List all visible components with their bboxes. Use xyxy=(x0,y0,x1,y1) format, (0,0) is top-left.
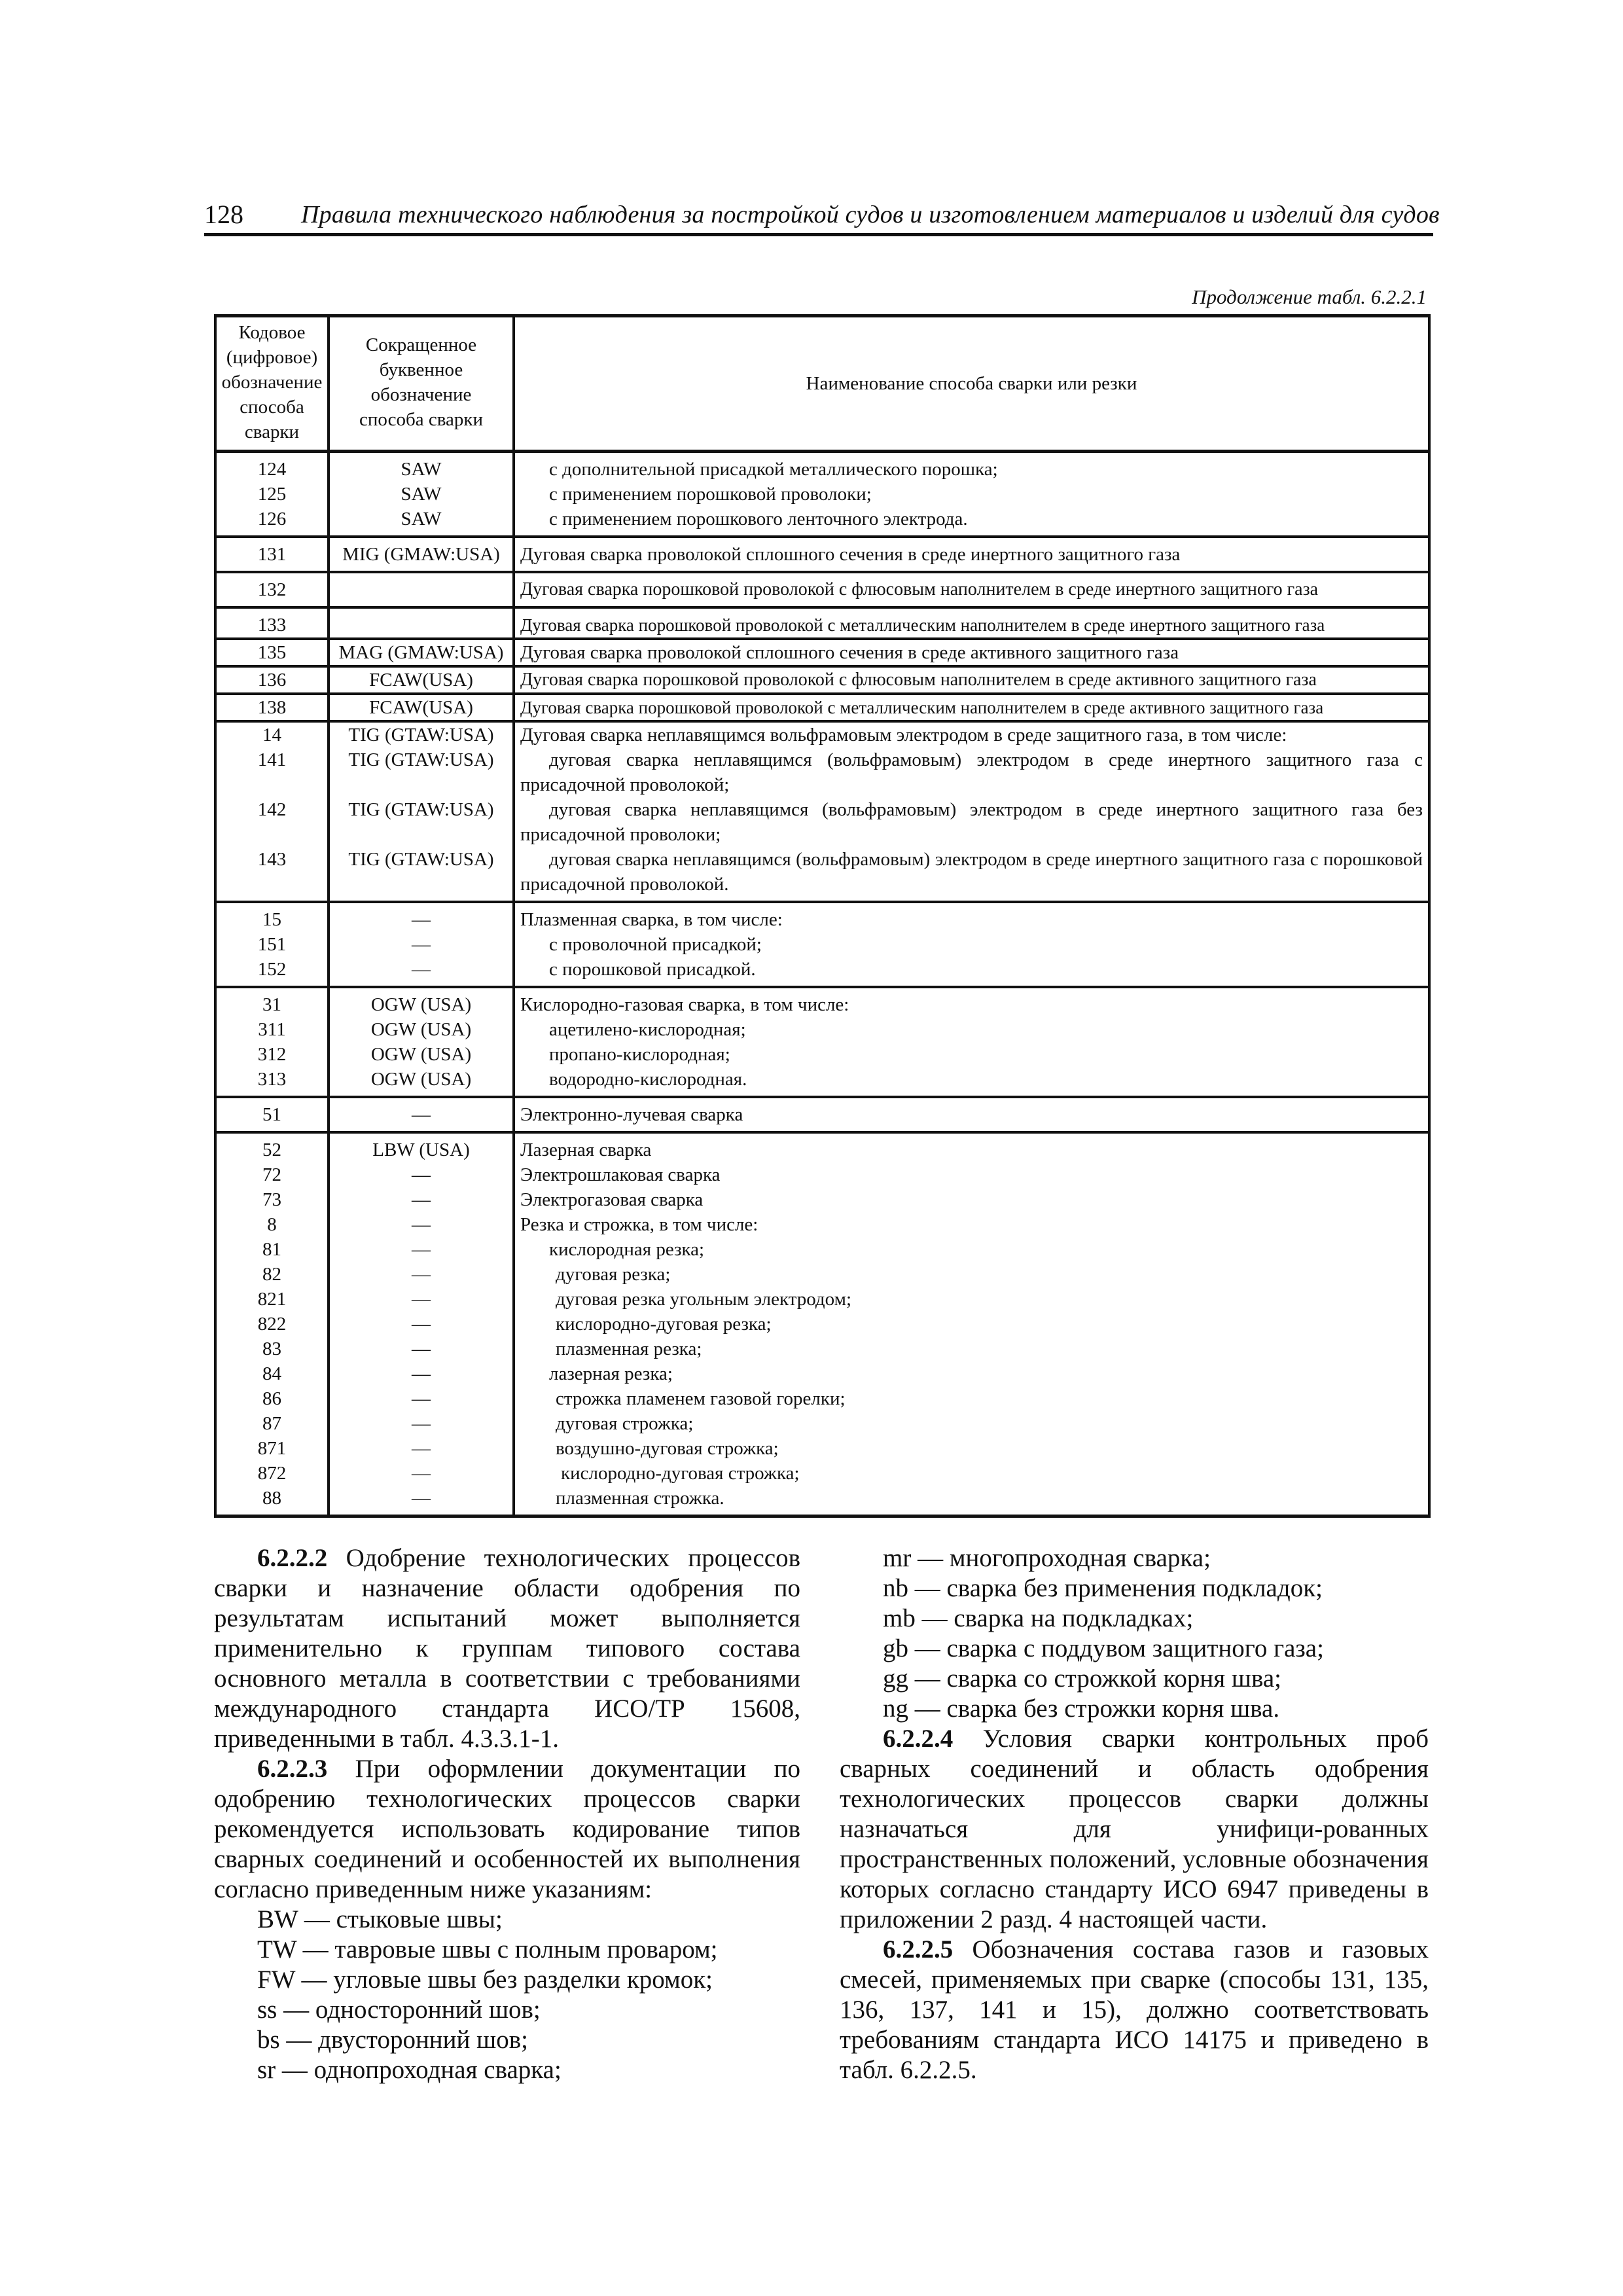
table-row: 81 — кислородная резка; xyxy=(215,1237,1429,1262)
table-row: 125 SAW с применением порошковой проволоки; xyxy=(215,482,1429,507)
table-row: 136 FCAW(USA) Дуговая сварка порошковой проволокой с флюсовым наполнителем в среде активного защитного газа xyxy=(215,666,1429,694)
table-row: 822 — кислородно-дуговая резка; xyxy=(215,1312,1429,1336)
joint-code-item: mr — многопроходная сварка; xyxy=(883,1544,1211,1572)
table-row: 84 — лазерная резка; xyxy=(215,1361,1429,1386)
text-column-left xyxy=(214,1543,800,2085)
table-row: 14 TIG (GTAW:USA) Дуговая сварка неплавящимся вольфрамовым электродом в среде защитного газа, в том числе: xyxy=(215,721,1429,747)
header-name: Наименование способа сварки или резки xyxy=(514,316,1429,452)
paragraph-6222: 6.2.2.2 Одобрение технологических процессов сварки и назначение области одобрения по результатам испытаний может выполняется применительно к группам типового состава основного металла в соответствии с требованиями международного стандарта ИСО/ТР 15608, приведенными в табл. 4.3.3.1-1. xyxy=(214,1544,800,1753)
table-row: 88 — плазменная строжка. xyxy=(215,1486,1429,1516)
joint-code-item: FW — угловые швы без разделки кромок; xyxy=(257,1965,713,1994)
table-row: 135 MAG (GMAW:USA) Дуговая сварка проволокой сплошного сечения в среде активного защитного газа xyxy=(215,639,1429,666)
running-title: Правила технического наблюдения за постройкой судов и изготовлением материалов и изделий для судов xyxy=(301,201,1440,228)
paragraph-6225: 6.2.2.5 Обозначения состава газов и газовых смесей, применяемых при сварке (способы 131, 135, 136, 137, 141 и 15), должно соответствовать требованиям стандарта ИСО 14175 и приведено в табл. 6.2.2.5. xyxy=(840,1935,1429,2084)
table-row: 131 MIG (GMAW:USA) Дуговая сварка проволокой сплошного сечения в среде инертного защитного газа xyxy=(215,537,1429,572)
table-row: 313 OGW (USA) водородно-кислородная. xyxy=(215,1067,1429,1097)
joint-code-item: nb — сварка без применения подкладок; xyxy=(883,1574,1323,1602)
table-row: 152 — с порошковой присадкой. xyxy=(215,957,1429,987)
paragraph-6224: 6.2.2.4 Условия сварки контрольных проб сварных соединений и область одобрения технологических процессов сварки должны назначаться для унифици-рованных пространственных положений, условные обозначения которых согласно стандарту ИСО 6947 приведены в приложении 2 разд. 4 настоящей части. xyxy=(840,1725,1429,1933)
table-row: 51 — Электронно-лучевая сварка xyxy=(215,1097,1429,1132)
table-row: 86 — строжка пламенем газовой горелки; xyxy=(215,1386,1429,1411)
page-header xyxy=(204,196,1440,236)
joint-code-item: BW — стыковые швы; xyxy=(257,1905,503,1933)
table-row: 312 OGW (USA) пропано-кислородная; xyxy=(215,1042,1429,1067)
table-row: 311 OGW (USA) ацетилено-кислородная; xyxy=(215,1017,1429,1042)
table-row: 138 FCAW(USA) Дуговая сварка порошковой проволокой с металлическим наполнителем в среде активного защитного газа xyxy=(215,694,1429,721)
table-row: 872 — кислородно-дуговая строжка; xyxy=(215,1461,1429,1486)
table-row: 151 — с проволочной присадкой; xyxy=(215,932,1429,957)
table-row: 87 — дуговая строжка; xyxy=(215,1411,1429,1436)
header-code: Кодовое (цифровое) обозначение способа сварки xyxy=(215,316,329,452)
table-row: 821 — дуговая резка угольным электродом; xyxy=(215,1287,1429,1312)
table-row: 133 Дуговая сварка порошковой проволокой с металлическим наполнителем в среде инертного защитного газа xyxy=(215,607,1429,639)
page-number: 128 xyxy=(204,200,243,229)
joint-code-item: mb — сварка на подкладках; xyxy=(883,1604,1194,1632)
table-row: 132 Дуговая сварка порошковой проволокой с флюсовым наполнителем в среде инертного защитного газа xyxy=(215,572,1429,607)
table-row: 31 OGW (USA) Кислородно-газовая сварка, в том числе: xyxy=(215,987,1429,1017)
header-abbr: Сокращенное буквенное обозначение способа сварки xyxy=(329,316,514,452)
table-row: 871 — воздушно-дуговая строжка; xyxy=(215,1436,1429,1461)
joint-code-item: TW — тавровые швы с полным проваром; xyxy=(257,1935,718,1964)
paragraph-6223: 6.2.2.3 При оформлении документации по одобрению технологических процессов сварки рекомендуется использовать кодирование типов сварных соединений и особенностей их выполнения согласно приведенным ниже указаниям: xyxy=(214,1755,800,1903)
table-row: 73 — Электрогазовая сварка xyxy=(215,1187,1429,1212)
table-row: 126 SAW с применением порошкового ленточного электрода. xyxy=(215,507,1429,537)
table-row: 142 TIG (GTAW:USA) дуговая сварка неплавящимся (вольфрамовым) электродом в среде инертного защитного газа без присадочной проволоки; xyxy=(215,797,1429,847)
text-column-right xyxy=(840,1543,1429,2085)
table-row: 124 SAW с дополнительной присадкой металлического порошка; xyxy=(215,452,1429,482)
welding-methods-table xyxy=(214,314,1431,1518)
joint-code-item: sr — однопроходная сварка; xyxy=(257,2056,562,2084)
table-row: 15 — Плазменная сварка, в том числе: xyxy=(215,902,1429,932)
joint-code-item: bs — двусторонний шов; xyxy=(257,2026,528,2054)
table-row: 82 — дуговая резка; xyxy=(215,1262,1429,1287)
table-row: 83 — плазменная резка; xyxy=(215,1336,1429,1361)
table-header-row xyxy=(215,316,1429,452)
table-row: 143 TIG (GTAW:USA) дуговая сварка неплавящимся (вольфрамовым) электродом в среде инертного защитного газа с порошковой присадочной проволокой. xyxy=(215,847,1429,902)
table-row: 72 — Электрошлаковая сварка xyxy=(215,1162,1429,1187)
table-row: 8 — Резка и строжка, в том числе: xyxy=(215,1212,1429,1237)
table-caption: Продолжение табл. 6.2.2.1 xyxy=(1192,285,1427,308)
table-row: 141 TIG (GTAW:USA) дуговая сварка неплавящимся (вольфрамовым) электродом в среде инертного защитного газа с присадочной проволокой; xyxy=(215,747,1429,797)
joint-code-item: ss — односторонний шов; xyxy=(257,1996,541,2024)
joint-code-item: ng — сварка без строжки корня шва. xyxy=(883,1695,1280,1723)
joint-code-item: gg — сварка со строжкой корня шва; xyxy=(883,1664,1281,1693)
table-row: 52 LBW (USA) Лазерная сварка xyxy=(215,1132,1429,1162)
joint-code-item: gb — сварка с поддувом защитного газа; xyxy=(883,1634,1324,1662)
